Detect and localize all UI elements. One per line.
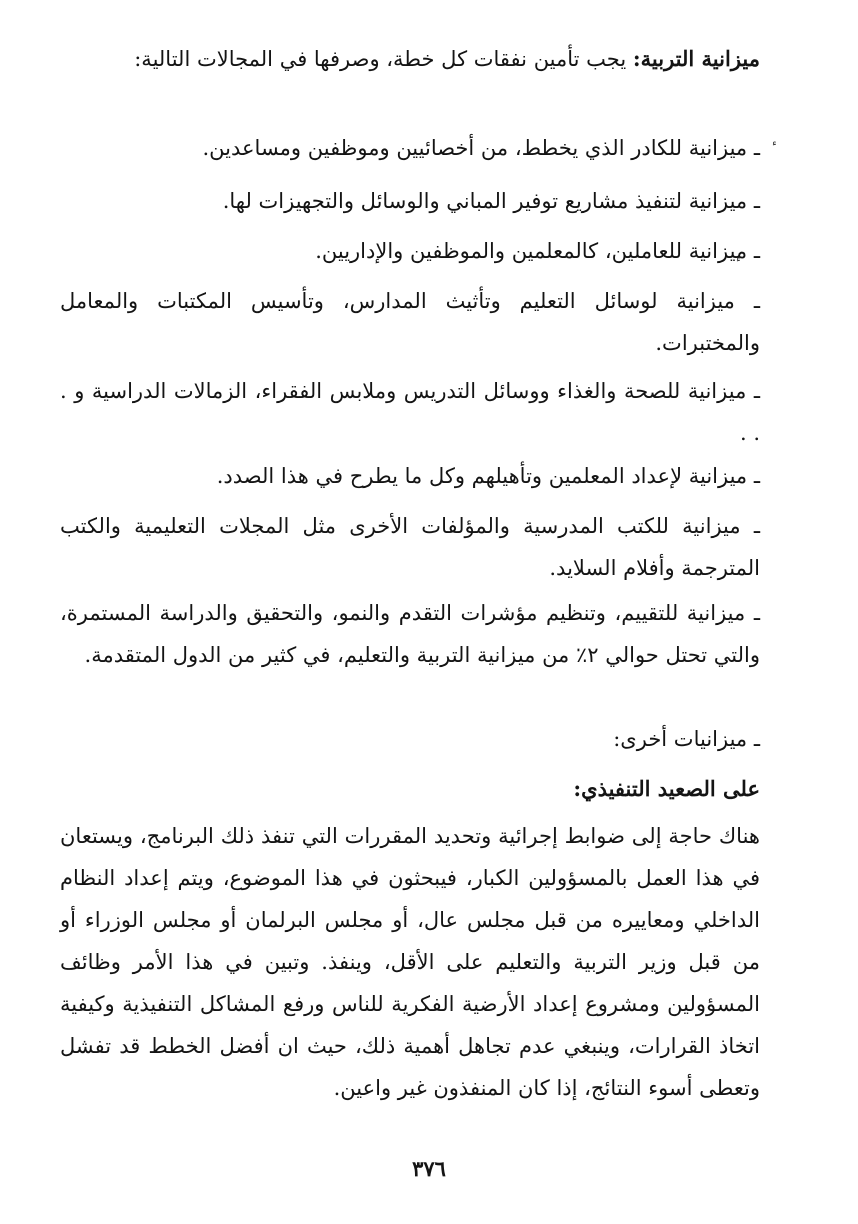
body-paragraph: هناك حاجة إلى ضوابط إجرائية وتحديد المقررات التي تنفذ ذلك البرنامج، ويستعان في هذا العمل بالمسؤولين الكبار، فيبحثون في هذا الموضوع، ويتم إعداد النظام الداخلي ومعاييره من قبل مجلس عال، أو مجلس البرلمان أو مجلس الوزراء أو من قبل وزير التربية والتعليم على الأقل، وينفذ. وتبين في هذا الأمر وظائف المسؤولين ومشروع إعداد الأرضية الفكرية للناس ورفع المشاكل التنفيذية وكيفية اتخاذ القرارات، وينبغي عدم تجاهل أهمية ذلك، حيث ان أفضل الخطط قد تفشل وتعطى أسوء النتائج، إذا كان المنفذون غير واعين. bbox=[60, 824, 760, 1100]
bullet-item: ـ ميزانية لوسائل التعليم وتأثيث المدارس، وتأسيس المكتبات والمعامل والمختبرات. bbox=[60, 289, 760, 355]
bullet-item: ـ ميزانية لتنفيذ مشاريع توفير المباني والوسائل والتجهيزات لها. bbox=[222, 189, 760, 213]
bullet-item: ـ ميزانية للكادر الذي يخطط، من أخصائيين وموظفين ومساعدين. bbox=[202, 136, 760, 160]
bullet-item: ـ ميزانية للتقييم، وتنظيم مؤشرات التقدم والنمو، والتحقيق والدراسة المستمرة، والتي تحتل حوالي ٢٪ من ميزانية التربية والتعليم، في كثير من الدول المتقدمة. bbox=[60, 601, 760, 667]
page-number: ٣٧٦ bbox=[412, 1156, 446, 1181]
bullet-item: ـ ميزانية للكتب المدرسية والمؤلفات الأخرى مثل المجلات التعليمية والكتب المترجمة وأفلام السلايد. bbox=[60, 514, 760, 580]
intro-title: ميزانية التربية: bbox=[632, 46, 760, 71]
bullet-item: ـ ميزانيات أخرى: bbox=[613, 727, 760, 751]
section-heading: على الصعيد التنفيذي: bbox=[573, 776, 760, 801]
intro-paragraph bbox=[60, 38, 788, 80]
bullet-item: ـ ميزانية للصحة والغذاء ووسائل التدريس وملابس الفقراء، الزمالات الدراسية و . . . bbox=[60, 379, 760, 445]
intro-text: يجب تأمين نفقات كل خطة، وصرفها في المجالات التالية: bbox=[134, 47, 633, 71]
bullet-item: ـ ميزانية للعاملين، كالمعلمين والموظفين والإداريين. bbox=[315, 239, 760, 263]
bullet-item: ـ ميزانية لإعداد المعلمين وتأهيلهم وكل ما يطرح في هذا الصدد. bbox=[216, 464, 760, 488]
